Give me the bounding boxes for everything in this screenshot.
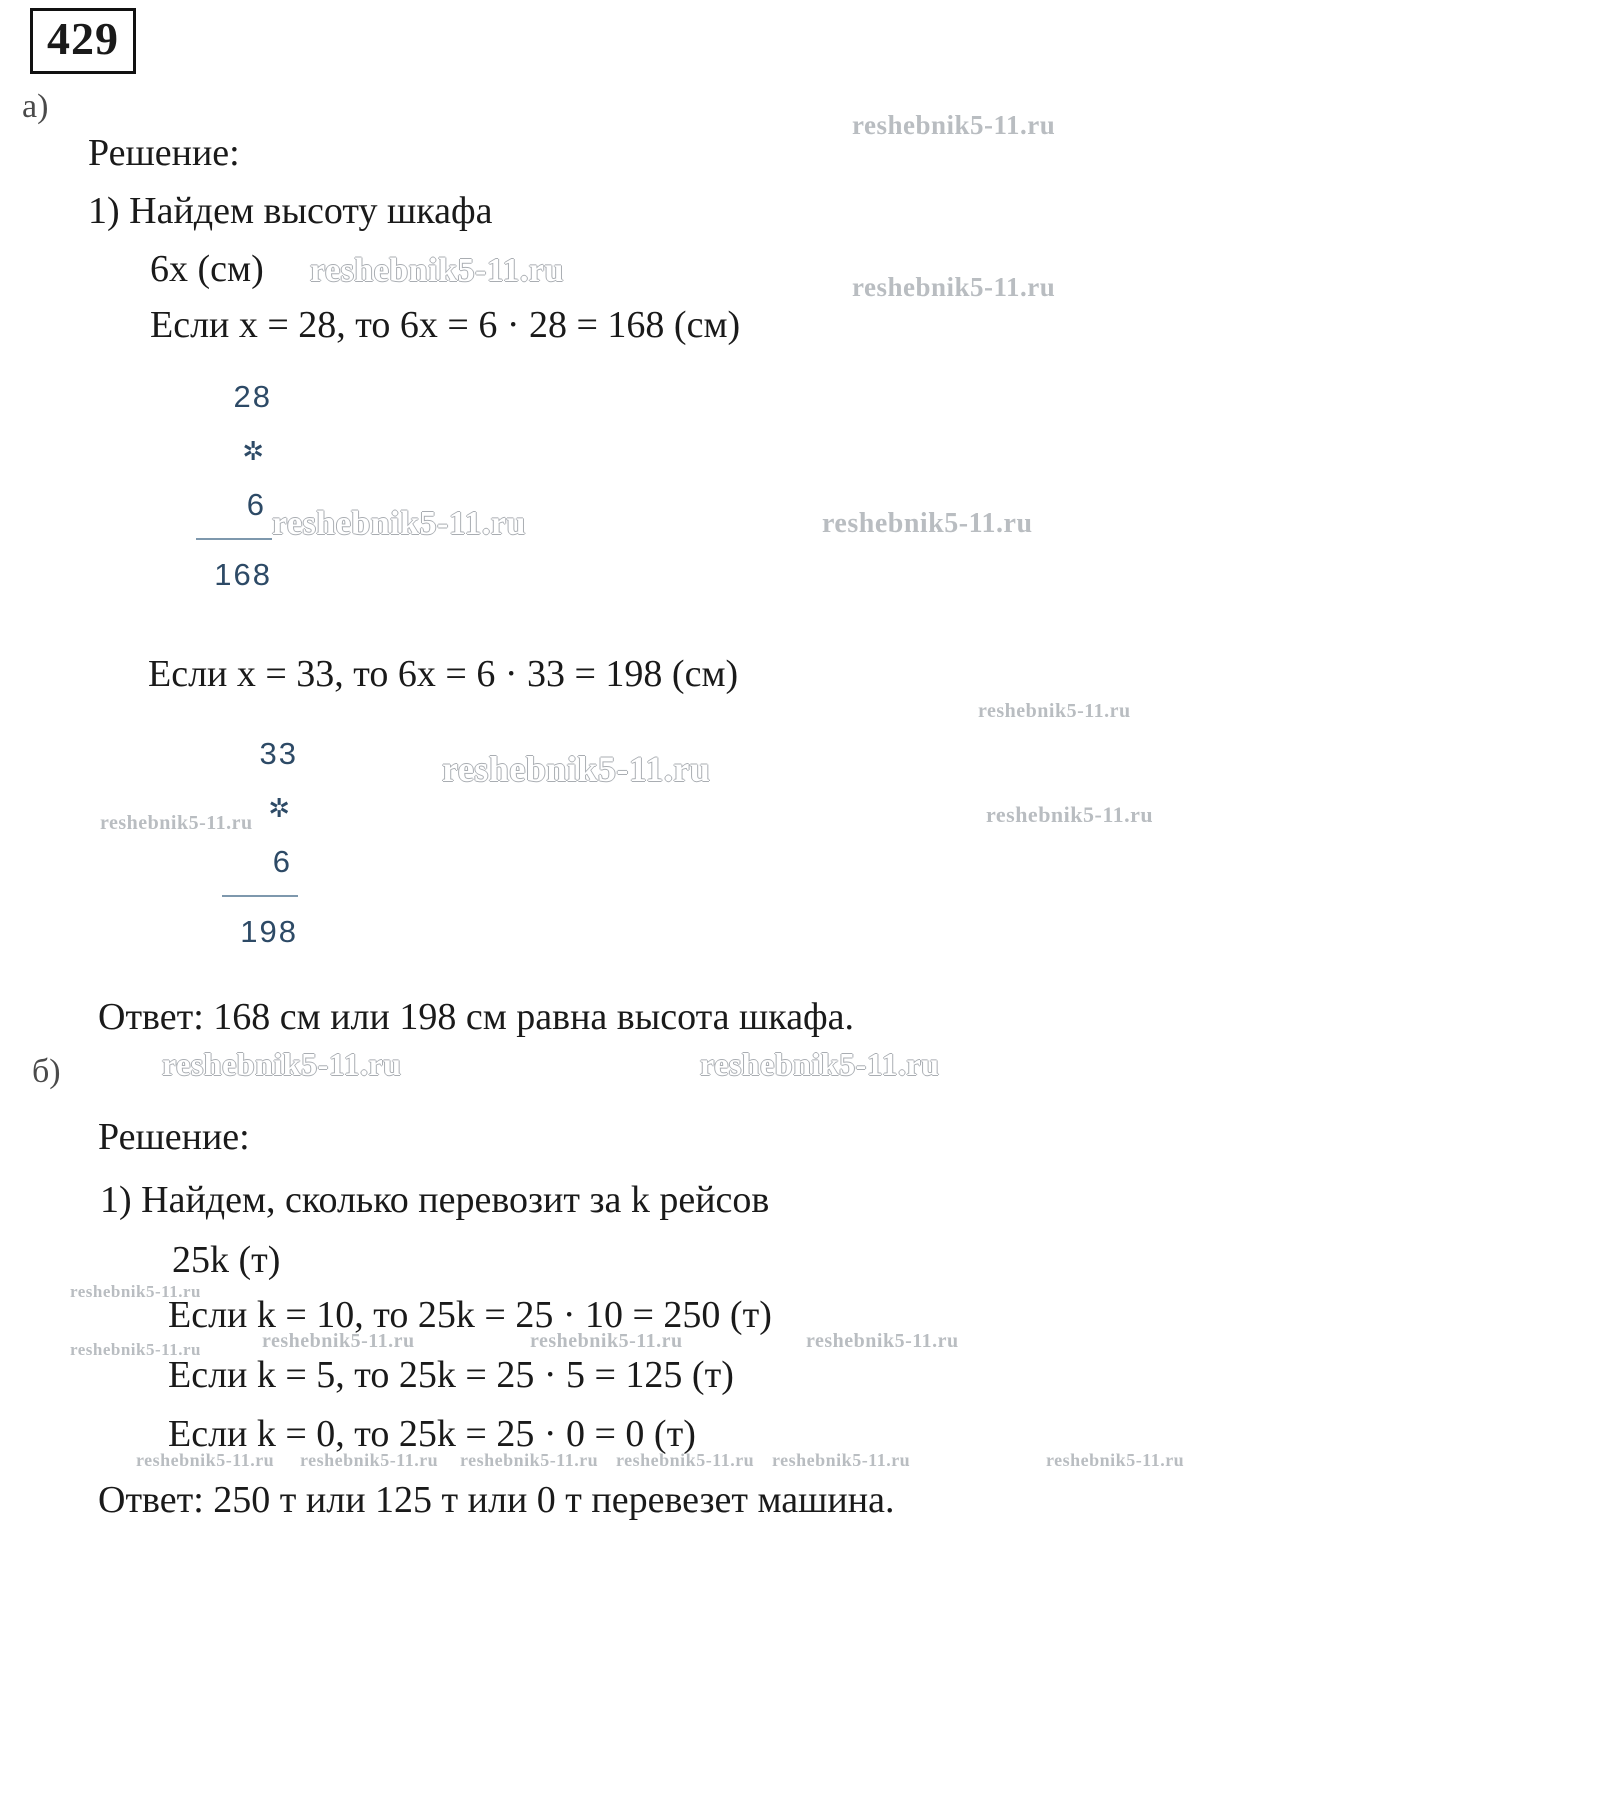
column-multiplier: 6 bbox=[246, 487, 266, 522]
watermark: reshebnik5-11.ru bbox=[442, 749, 711, 789]
watermark: reshebnik5-11.ru bbox=[978, 700, 1131, 722]
watermark: reshebnik5-11.ru bbox=[616, 1450, 755, 1470]
solution-label-b: Решение: bbox=[98, 1116, 250, 1158]
case-2-a: Если х = 33, то 6х = 6 · 33 = 198 (см) bbox=[148, 653, 739, 695]
watermark: reshebnik5-11.ru bbox=[70, 1340, 201, 1359]
column-operator: ✲ bbox=[242, 436, 266, 466]
column-multiplicand: 28 bbox=[233, 379, 272, 414]
watermark: reshebnik5-11.ru bbox=[460, 1450, 599, 1470]
watermark: reshebnik5-11.ru bbox=[852, 272, 1056, 302]
column-rule bbox=[196, 538, 272, 540]
watermark: reshebnik5-11.ru bbox=[272, 505, 526, 542]
watermark: reshebnik5-11.ru bbox=[806, 1330, 959, 1352]
step-1-b: 1) Найдем, сколько перевозит за k рейсов bbox=[100, 1179, 770, 1221]
watermark: reshebnik5-11.ru bbox=[136, 1450, 275, 1470]
column-multiplication-1 bbox=[196, 370, 272, 602]
watermark: reshebnik5-11.ru bbox=[70, 1282, 201, 1301]
watermark: reshebnik5-11.ru bbox=[262, 1330, 415, 1352]
column-operator: ✲ bbox=[268, 793, 292, 823]
case-1-b: Если k = 10, то 25k = 25 · 10 = 250 (т) bbox=[168, 1294, 772, 1336]
answer-b: Ответ: 250 т или 125 т или 0 т перевезет машина. bbox=[98, 1479, 895, 1521]
column-multiplicand: 33 bbox=[259, 736, 298, 771]
case-2-b: Если k = 5, то 25k = 25 · 5 = 125 (т) bbox=[168, 1354, 734, 1396]
watermark: reshebnik5-11.ru bbox=[100, 812, 253, 834]
expression-b: 25k (т) bbox=[172, 1239, 281, 1281]
watermark: reshebnik5-11.ru bbox=[1046, 1450, 1185, 1470]
exercise-number: 429 bbox=[30, 8, 136, 74]
column-multiplication-2 bbox=[222, 727, 298, 959]
watermark: reshebnik5-11.ru bbox=[300, 1450, 439, 1470]
solution-label-a: Решение: bbox=[88, 132, 240, 174]
part-label-b: б) bbox=[32, 1053, 61, 1090]
watermark: reshebnik5-11.ru bbox=[530, 1330, 683, 1352]
column-result: 168 bbox=[214, 557, 272, 592]
column-rule bbox=[222, 895, 298, 897]
watermark: reshebnik5-11.ru bbox=[822, 508, 1033, 539]
step-1-a: 1) Найдем высоту шкафа bbox=[88, 190, 493, 232]
column-multiplier: 6 bbox=[272, 844, 292, 879]
watermark: reshebnik5-11.ru bbox=[310, 252, 564, 289]
column-result: 198 bbox=[240, 914, 298, 949]
watermark: reshebnik5-11.ru bbox=[852, 110, 1056, 140]
case-1-a: Если х = 28, то 6х = 6 · 28 = 168 (см) bbox=[150, 304, 741, 346]
case-3-b: Если k = 0, то 25k = 25 · 0 = 0 (т) bbox=[168, 1413, 696, 1455]
part-label-a: а) bbox=[22, 88, 49, 125]
watermark: reshebnik5-11.ru bbox=[772, 1450, 911, 1470]
watermark: reshebnik5-11.ru bbox=[986, 802, 1154, 827]
expression-a: 6х (см) bbox=[150, 248, 264, 290]
answer-a: Ответ: 168 см или 198 см равна высота шкафа. bbox=[98, 996, 855, 1038]
watermark: reshebnik5-11.ru bbox=[700, 1046, 940, 1082]
watermark: reshebnik5-11.ru bbox=[162, 1046, 402, 1082]
